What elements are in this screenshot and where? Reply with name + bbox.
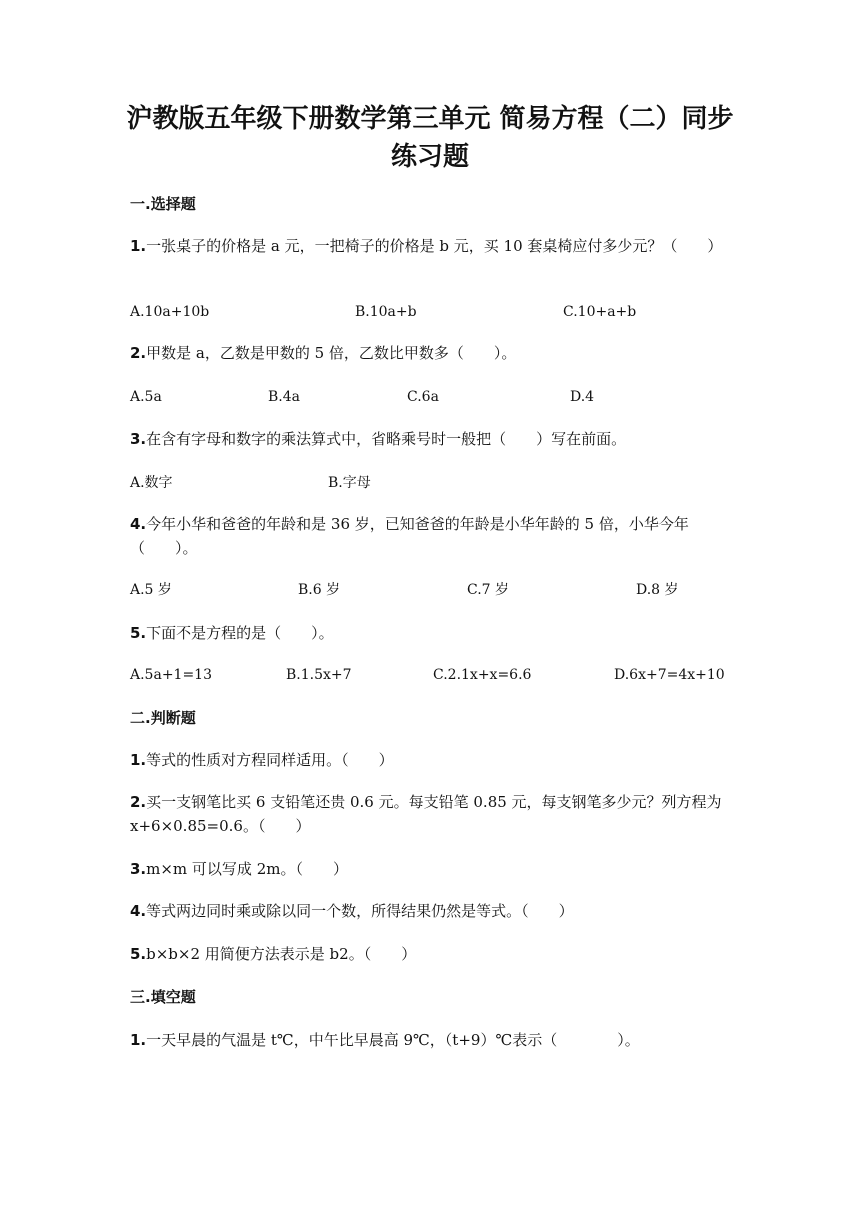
judge-question-4 xyxy=(130,899,730,923)
choice-2-option-d: D.4 xyxy=(570,389,595,405)
choice-5-option-c: C.2.1x+x=6.6 xyxy=(433,667,532,683)
choice-5-option-d: D.6x+7=4x+10 xyxy=(614,667,725,683)
question-text: 一天早晨的气温是 t℃，中午比早晨高 9℃，（t+9）℃表示（ ）。 xyxy=(146,1031,640,1049)
question-text: 等式的性质对方程同样适用。（ ） xyxy=(146,751,394,769)
section-heading-judge: 二.判断题 xyxy=(130,709,196,727)
choice-3-option-a: A.数字 xyxy=(130,475,173,491)
choice-4-option-a: A.5 岁 xyxy=(130,582,172,598)
choice-question-3 xyxy=(130,427,730,451)
choice-4-option-d: D.8 岁 xyxy=(636,582,679,598)
fill-question-1 xyxy=(130,1028,730,1052)
choice-question-4 xyxy=(130,512,730,560)
choice-5-option-a: A.5a+1=13 xyxy=(130,667,212,683)
question-text: 今年小华和爸爸的年龄和是 36 岁，已知爸爸的年龄是小华年龄的 5 倍，小华今年（ ）。 xyxy=(130,515,689,557)
question-text: 甲数是 a，乙数是甲数的 5 倍，乙数比甲数多（ ）。 xyxy=(146,344,517,362)
choice-4-option-b: B.6 岁 xyxy=(298,582,341,598)
question-number: 4. xyxy=(130,902,147,920)
question-number: 4. xyxy=(130,515,147,533)
page-title: 沪教版五年级下册数学第三单元 简易方程（二）同步练习题 xyxy=(126,104,734,172)
question-text: 买一支钢笔比买 6 支铅笔还贵 0.6 元。每支铅笔 0.85 元，每支钢笔多少元？列方程为 x+6×0.85=0.6。（ ） xyxy=(130,793,722,835)
question-number: 1. xyxy=(130,751,147,769)
choice-3-option-b: B.字母 xyxy=(328,475,371,491)
choice-2-option-a: A.5a xyxy=(130,389,162,405)
question-text: 在含有字母和数字的乘法算式中，省略乘号时一般把（ ）写在前面。 xyxy=(146,430,627,448)
question-number: 3. xyxy=(130,430,147,448)
choice-2-option-b: B.4a xyxy=(268,389,300,405)
question-number: 3. xyxy=(130,860,147,878)
section-heading-fill: 三.填空题 xyxy=(130,988,196,1006)
choice-5-option-b: B.1.5x+7 xyxy=(286,667,352,683)
choice-question-5 xyxy=(130,621,730,645)
question-number: 2. xyxy=(130,344,147,362)
question-number: 1. xyxy=(130,237,147,255)
question-number: 2. xyxy=(130,793,147,811)
judge-question-3 xyxy=(130,857,730,881)
judge-question-1 xyxy=(130,748,730,772)
choice-2-option-c: C.6a xyxy=(407,389,439,405)
choice-1-option-a: A.10a+10b xyxy=(130,304,210,320)
question-number: 5. xyxy=(130,624,147,642)
question-number: 1. xyxy=(130,1031,147,1049)
section-heading-choice: 一.选择题 xyxy=(130,195,196,213)
question-text: 一张桌子的价格是 a 元，一把椅子的价格是 b 元，买 10 套桌椅应付多少元？（ ） xyxy=(146,237,723,255)
question-text: 下面不是方程的是（ ）。 xyxy=(146,624,334,642)
question-text: 等式两边同时乘或除以同一个数，所得结果仍然是等式。（ ） xyxy=(146,902,574,920)
choice-question-1 xyxy=(130,234,730,258)
judge-question-2 xyxy=(130,790,730,838)
choice-question-2 xyxy=(130,341,730,365)
choice-1-option-b: B.10a+b xyxy=(355,304,417,320)
judge-question-5 xyxy=(130,942,730,966)
choice-4-option-c: C.7 岁 xyxy=(467,582,510,598)
question-text: m×m 可以写成 2m。（ ） xyxy=(146,860,348,878)
choice-1-option-c: C.10+a+b xyxy=(563,304,637,320)
question-text: b×b×2 用简便方法表示是 b2。（ ） xyxy=(146,945,417,963)
question-number: 5. xyxy=(130,945,147,963)
